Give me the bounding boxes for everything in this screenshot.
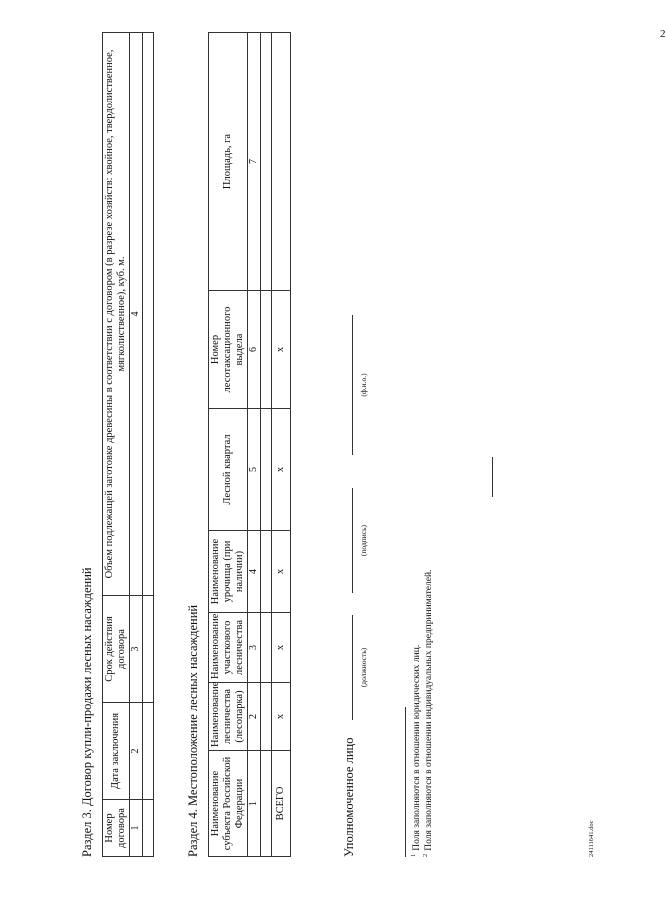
footnote-mark: 1 — [410, 853, 417, 857]
empty-cell — [261, 409, 272, 531]
footnote-text: Поля заполняются в отношении индивидуальных предпринимателей. — [424, 569, 435, 851]
empty-cell — [143, 33, 154, 596]
total-cell: х — [272, 409, 291, 531]
section4-title: Раздел 4. Местоположение лесных насаждений — [186, 604, 200, 857]
signature-caption: (подпись) — [359, 524, 368, 557]
footnote-2 — [422, 570, 434, 857]
header-district-forestry: Наименование участкового лесничества — [209, 613, 248, 683]
header-federal-subject: Наименование субъекта Российской Федерации — [209, 751, 248, 857]
location-table — [208, 32, 291, 857]
section3-title: Раздел 3. Договор купли-продажи лесных насаждений — [80, 567, 94, 857]
footnote-mark: 2 — [422, 853, 429, 857]
footnote-separator — [405, 707, 406, 857]
total-cell: х — [272, 683, 291, 751]
empty-cell — [143, 703, 154, 800]
header-contract-term: Срок действия договора — [103, 596, 130, 703]
empty-cell — [143, 800, 154, 857]
column-number: 7 — [248, 33, 261, 291]
column-number: 3 — [130, 596, 143, 703]
header-forestry: Наименование лесничества (лесопарка) — [209, 683, 248, 751]
empty-cell — [261, 33, 272, 291]
column-number: 4 — [248, 531, 261, 613]
page-number: 2 — [660, 28, 666, 40]
empty-cell — [261, 291, 272, 409]
column-number: 1 — [248, 751, 261, 857]
total-cell: х — [272, 531, 291, 613]
header-forest-stand-number: Номер лесотаксационного выдела — [209, 291, 248, 409]
column-number: 3 — [248, 613, 261, 683]
column-number: 2 — [130, 703, 143, 800]
footnote-text: Поля заполняются в отношении юридических лиц. — [412, 644, 423, 851]
position-line — [352, 615, 353, 720]
authorized-person-label: Уполномоченное лицо — [342, 737, 356, 857]
position-caption: (должность) — [359, 647, 368, 688]
empty-cell — [261, 683, 272, 751]
header-conclusion-date: Дата заключения — [103, 703, 130, 800]
document-code: 24111641.doc — [588, 820, 595, 857]
empty-cell — [143, 596, 154, 703]
empty-cell — [261, 531, 272, 613]
header-timber-volume: Объем подлежащей заготовке древесины в соответствии с договором (в разрезе хозяйств: хвойное, твердолиственное, мягколиственное), куб. м. — [103, 33, 130, 596]
signature-line — [352, 488, 353, 593]
footnote-1 — [410, 645, 422, 857]
header-forest-quarter: Лесной квартал — [209, 409, 248, 531]
column-number: 5 — [248, 409, 261, 531]
total-area-cell — [272, 33, 291, 291]
empty-cell — [261, 613, 272, 683]
column-number: 6 — [248, 291, 261, 409]
total-cell: х — [272, 291, 291, 409]
footnote-underline — [492, 457, 493, 497]
header-area: Площадь, га — [209, 33, 248, 291]
column-number: 2 — [248, 683, 261, 751]
empty-cell — [261, 751, 272, 857]
name-line — [352, 315, 353, 455]
total-label: ВСЕГО — [272, 751, 291, 857]
contract-table — [102, 32, 154, 857]
header-tract: Наименование урочища (при наличии) — [209, 531, 248, 613]
column-number: 1 — [130, 800, 143, 857]
header-contract-number: Номер договора — [103, 800, 130, 857]
column-number: 4 — [130, 33, 143, 596]
total-cell: х — [272, 613, 291, 683]
name-caption: (ф.и.о.) — [359, 373, 368, 397]
